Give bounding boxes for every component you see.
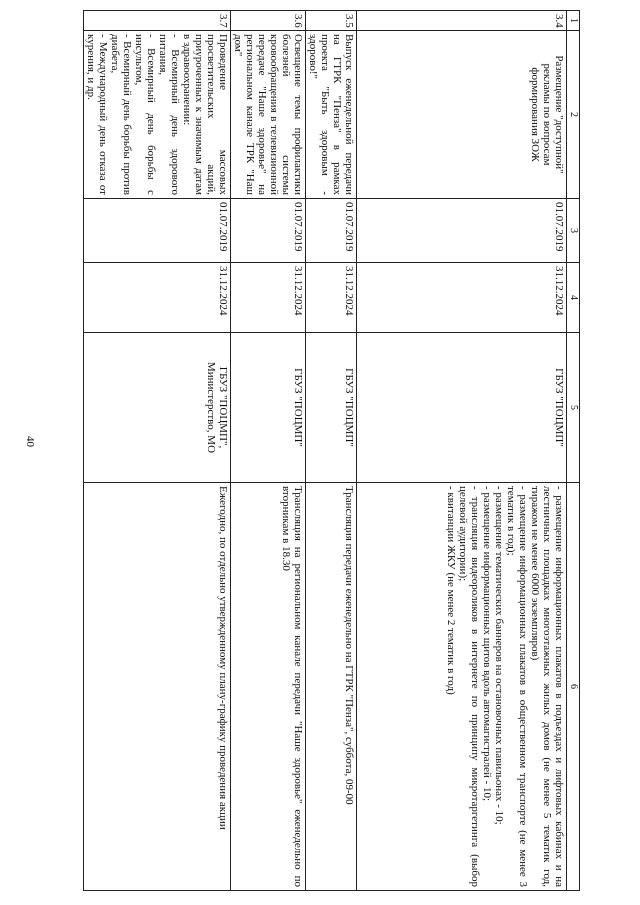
- event-description: [231, 31, 306, 199]
- event-description: [357, 31, 567, 199]
- start-date: 01.07.2019: [84, 199, 231, 263]
- table-row: [306, 11, 357, 891]
- start-date: 01.07.2019: [231, 199, 306, 263]
- description-text: Выпуск еженедельной передачи на ГТРК "Пенза" в рамках проекта "Быть здоровым - здорово!": [307, 34, 355, 195]
- table-row: [84, 11, 231, 891]
- rotated-page: [85, 10, 580, 890]
- indicator-line: Трансляция на региональном канале передачи "Наше здоровье" еженедельно по вторникам в 18.30: [280, 486, 304, 887]
- indicator-line: - размещение тематических баннеров на остановочных павильонах - 10;: [493, 486, 505, 825]
- indicator: [306, 483, 357, 891]
- start-date: 01.07.2019: [306, 199, 357, 263]
- column-number: 2: [567, 31, 580, 199]
- column-number: 6: [567, 483, 580, 891]
- end-date: 31.12.2024: [306, 263, 357, 333]
- executor: ГБУЗ "ПОЦМП": [306, 333, 357, 483]
- table-row: [357, 11, 567, 891]
- page-number: 40: [24, 436, 36, 447]
- column-number: 1: [567, 11, 580, 31]
- column-number: 3: [567, 199, 580, 263]
- event-description: [84, 31, 231, 199]
- row-number: 3.7: [84, 11, 231, 31]
- indicator-line: - размещение информационных плакатов в подъездах и лифтовых кабинах и на лестничных площадках многоэтажных жилых домов (не менее 5 тематик год, тиражом не менее 6000 экземпляров): [529, 486, 565, 887]
- description-text: - Международный день отказа от курения, и др.: [85, 34, 109, 195]
- description-text: Проведение массовых просветительских акций, приуроченных к значимым датам в здравоохранении:: [181, 34, 229, 195]
- row-number: 3.5: [306, 11, 357, 31]
- executor: ГБУЗ "ПОЦМП": [231, 333, 306, 483]
- indicator: [84, 483, 231, 891]
- executor: ГБУЗ "ПОЦМП", Министерство, МО: [84, 333, 231, 483]
- event-description: [306, 31, 357, 199]
- description-text: - Всемирный день здорового питания,: [157, 34, 181, 195]
- table-row: [231, 11, 306, 891]
- description-text: - Всемирный день борьбы против диабета,: [109, 34, 133, 195]
- indicator-line: - трансляция видеороликов в интернете по принципу микротаргетинга (выбор целевой аудитории);: [457, 486, 481, 887]
- row-number: 3.6: [231, 11, 306, 31]
- indicator-line: - квитанции ЖКУ (не менее 2 тематик в год): [445, 486, 457, 695]
- column-number-row: [567, 11, 580, 891]
- description-text: Размещение "доступной" рекламы по вопросам формирования ЗОЖ: [529, 55, 565, 174]
- end-date: 31.12.2024: [231, 263, 306, 333]
- row-number: 3.4: [357, 11, 567, 31]
- start-date: 01.07.2019: [357, 199, 567, 263]
- indicator: [231, 483, 306, 891]
- end-date: 31.12.2024: [84, 263, 231, 333]
- indicator-line: Ежегодно, по отдельно утвержденному плану-графику проведения акции: [217, 486, 229, 830]
- indicator-line: - размещение информационных щитов вдоль автомагистралей - 10;: [481, 486, 493, 802]
- column-number: 5: [567, 333, 580, 483]
- indicator-line: Трансляция передачи еженедельно на ГТРК "Пенза", суббота, 09-00: [343, 486, 355, 805]
- executor: ГБУЗ "ПОЦМП": [357, 333, 567, 483]
- indicator: [357, 483, 567, 891]
- description-text: - Всемирный день борьбы с инсультом,: [133, 34, 157, 195]
- description-text: Освещение темы профилактики болезней системы кровообращения в телевизионной передаче "Наше здоровье" на региональном канале ТРК "Наш дом": [232, 34, 304, 195]
- plan-table: [83, 10, 580, 891]
- column-number: 4: [567, 263, 580, 333]
- end-date: 31.12.2024: [357, 263, 567, 333]
- indicator-line: - размещение информационных плакатов в общественном транспорте (не менее 3 тематик в год);: [505, 486, 529, 887]
